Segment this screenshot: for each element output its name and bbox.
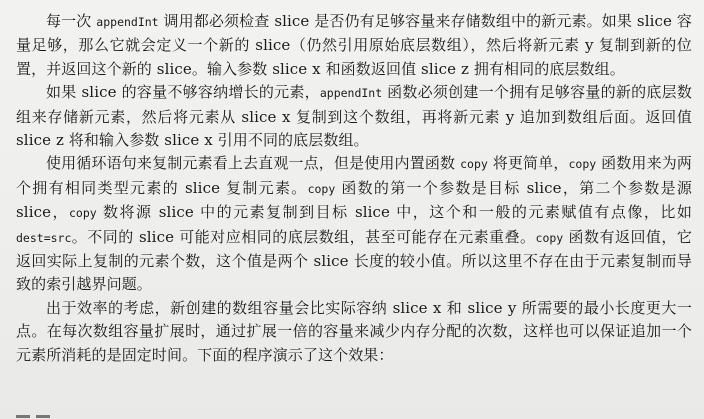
p3-text-1: 使用循环语句来复制元素看上去直观一点，但是使用内置函数 xyxy=(46,154,461,173)
cut-off-mark xyxy=(16,415,30,418)
p1-code-appendint: appendInt xyxy=(96,15,159,29)
paragraph-4 xyxy=(16,297,692,367)
p2-text-1: 如果 slice 的容量不够容纳增长的元素， xyxy=(46,83,320,102)
paragraph-1 xyxy=(16,10,692,81)
p3-text-6: 。不同的 slice 可能对应相同的底层数组，甚至可能存在元素重叠。 xyxy=(71,227,536,246)
p3-code-copy-3: copy xyxy=(307,181,336,196)
cut-off-mark xyxy=(36,415,50,418)
p3-text-4: 函数的第一个参数是目标 slice，第二个参数是源 slice， xyxy=(16,178,692,222)
p3-code-copy-5: copy xyxy=(535,230,564,245)
p2-text-2: 函数必须创建一个拥有足够容量的新的底层数组来存储新元素，然后将元素从 slice x 复制到这个数组，再将新元素 y 追加到数组后面。返回值 slice z 将和输入参数 slice x 引用不同的底层数组。 xyxy=(16,83,692,150)
paragraph-2 xyxy=(16,81,692,152)
p3-code-copy-1: copy xyxy=(460,157,488,172)
paragraph-3 xyxy=(16,152,692,296)
p3-code-dest-src: dest=src xyxy=(16,230,72,245)
p4-text-1: 出于效率的考虑，新创建的数组容量会比实际容纳 slice x 和 slice y 所需要的最小长度更大一点。在每次数组容量扩展时，通过扩展一倍的容量来减少内存分配的次数，这样也可以保证追加一个元素所消耗的是固定时间。下面的程序演示了这个效果： xyxy=(16,298,692,364)
p3-code-copy-4: copy xyxy=(68,206,97,221)
p3-text-5: 数将源 slice 中的元素复制到目标 slice 中，这个和一般的元素赋值有点像，比如 xyxy=(96,203,692,222)
p3-code-copy-2: copy xyxy=(568,157,597,172)
p3-text-3: 函数用来为两个拥有相同类型元素的 slice 复制元素。 xyxy=(16,154,692,197)
p1-text-2: 调用都必须检查 slice 是否仍有足够容量来存储数组中的新元素。如果 slice 容量足够，那么它就会定义一个新的 slice（仍然引用原始底层数组），然后将新元素 y 复制到新的位置，并返回这个新的 slice。输入参数 slice x 和函数返回值 slice z 拥有相同的底层数组。 xyxy=(16,12,692,78)
body-text xyxy=(16,10,692,367)
cut-off-next-line xyxy=(16,405,76,419)
p3-text-7: 函数有返回值，它返回实际上复制的元素个数，这个值是两个 slice 长度的较小值。所以这里不存在由于元素复制而导致的索引越界问题。 xyxy=(16,227,693,294)
p3-text-2: 将更简单， xyxy=(487,154,569,173)
p1-text-1: 每一次 xyxy=(46,12,97,30)
p2-code-appendint: appendInt xyxy=(319,86,383,101)
